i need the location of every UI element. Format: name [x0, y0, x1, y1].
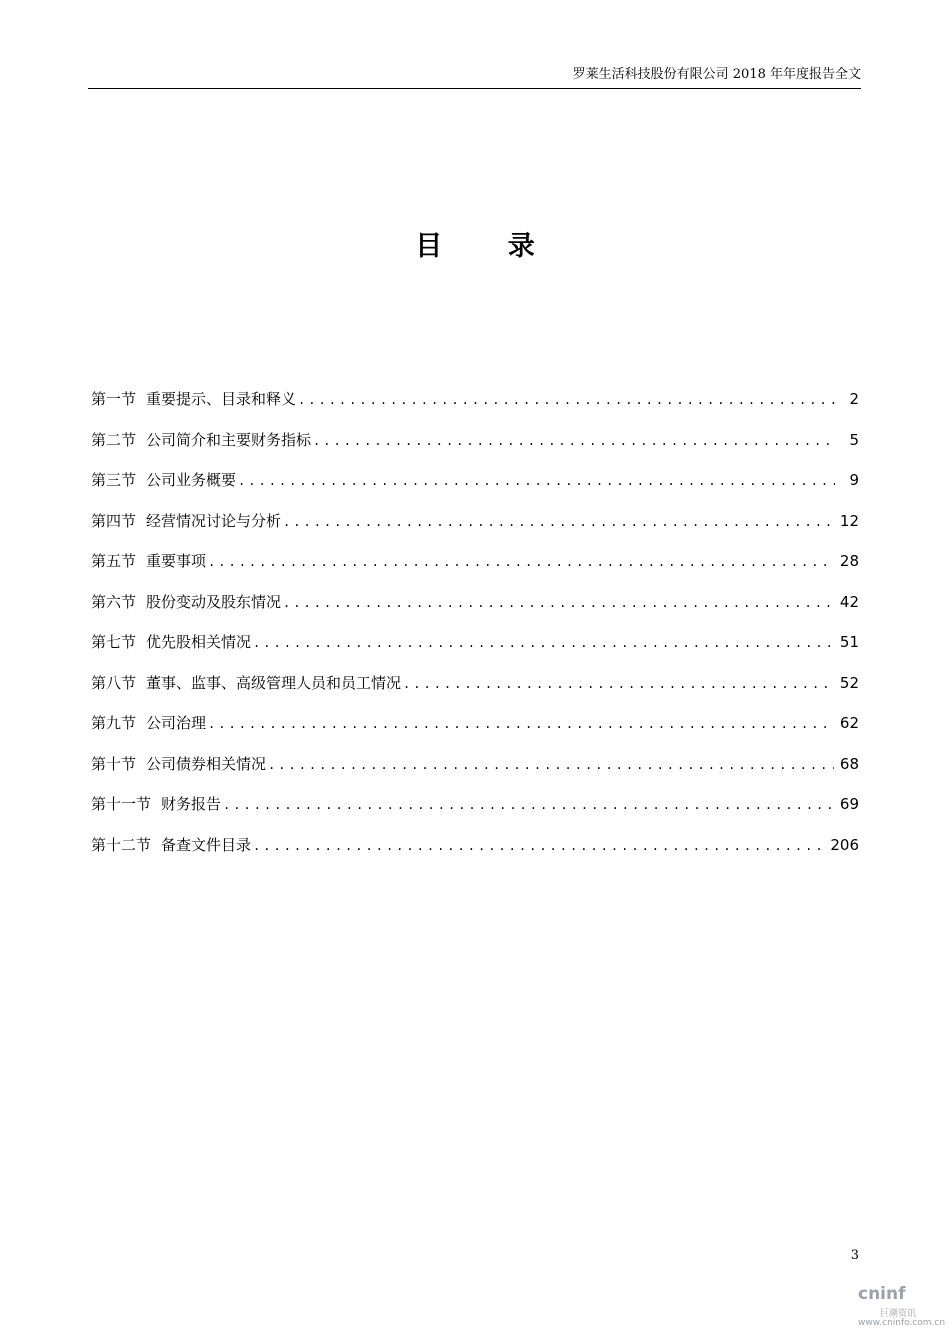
header-text: 罗莱生活科技股份有限公司 2018 年年度报告全文: [572, 67, 861, 82]
toc-page: 206: [830, 835, 859, 854]
toc-title: 重要事项: [146, 552, 207, 570]
toc-row[interactable]: [91, 386, 859, 427]
toc-leader: [223, 792, 834, 818]
toc-leader: [313, 428, 835, 454]
toc-title: 公司业务概要: [146, 471, 237, 489]
toc-page: 51: [839, 633, 859, 651]
toc-row[interactable]: [91, 832, 859, 873]
toc-row[interactable]: [91, 791, 859, 832]
toc-leader: [403, 671, 834, 697]
toc-title: 重要提示、目录和释义: [146, 390, 297, 408]
toc-section: 第十一节: [91, 795, 152, 813]
toc-title: 公司简介和主要财务指标: [146, 430, 312, 449]
toc-row[interactable]: [91, 548, 859, 589]
toc-section: 第十二节: [91, 835, 152, 854]
toc-leader: [283, 590, 834, 616]
toc-section: 第三节: [91, 471, 137, 489]
toc-row[interactable]: [91, 670, 859, 711]
toc-row[interactable]: [91, 427, 859, 468]
toc-title: 公司债券相关情况: [146, 754, 267, 773]
toc-title: 董事、监事、高级管理人员和员工情况: [146, 673, 402, 692]
toc-page: 12: [839, 511, 859, 530]
toc-page: 5: [849, 430, 859, 449]
cninfo-watermark-logo: [858, 1284, 946, 1334]
toc-title: 经营情况讨论与分析: [146, 511, 282, 530]
toc-leader: [253, 833, 824, 859]
toc-title: 公司治理: [146, 714, 207, 732]
toc-leader: [208, 549, 834, 575]
page-number: 3: [850, 1248, 859, 1263]
cninfo-logo-url: www.cninfo.com.cn: [858, 1318, 946, 1328]
toc-section: 第五节: [91, 552, 137, 570]
toc-page: 52: [839, 673, 859, 692]
toc-leader: [298, 387, 835, 413]
toc-section: 第二节: [91, 430, 137, 449]
toc-section: 第四节: [91, 511, 137, 530]
toc-page: 68: [839, 754, 859, 773]
page-header: [88, 62, 861, 89]
toc-row[interactable]: [91, 508, 859, 549]
toc-leader: [208, 711, 834, 737]
toc-title: 备查文件目录: [161, 835, 252, 854]
toc-section: 第十节: [91, 754, 137, 773]
toc-row[interactable]: [91, 629, 859, 670]
toc-section: 第八节: [91, 673, 137, 692]
toc-row[interactable]: [91, 589, 859, 630]
cninfo-logo-cn: 巨潮资讯: [880, 1309, 917, 1319]
toc-section: 第六节: [91, 592, 137, 611]
table-of-contents: [91, 386, 859, 872]
toc-page: 42: [839, 592, 859, 611]
toc-leader: [253, 630, 834, 656]
toc-section: 第一节: [91, 390, 137, 408]
toc-row[interactable]: [91, 467, 859, 508]
toc-page: 69: [839, 795, 859, 813]
toc-leader: [268, 752, 834, 778]
toc-row[interactable]: [91, 710, 859, 751]
cninfo-logo-text: cninf: [858, 1284, 906, 1304]
page-title: 目 录: [415, 231, 563, 262]
toc-leader: [283, 509, 834, 535]
toc-title: 股份变动及股东情况: [146, 592, 282, 611]
toc-section: 第九节: [91, 714, 137, 732]
toc-section: 第七节: [91, 633, 137, 651]
toc-row[interactable]: [91, 751, 859, 792]
toc-page: 28: [839, 552, 859, 570]
toc-page: 62: [839, 714, 859, 732]
toc-page: 9: [849, 471, 859, 489]
toc-title: 优先股相关情况: [146, 633, 252, 651]
toc-leader: [238, 468, 835, 494]
toc-page: 2: [849, 390, 859, 408]
toc-title: 财务报告: [161, 795, 222, 813]
